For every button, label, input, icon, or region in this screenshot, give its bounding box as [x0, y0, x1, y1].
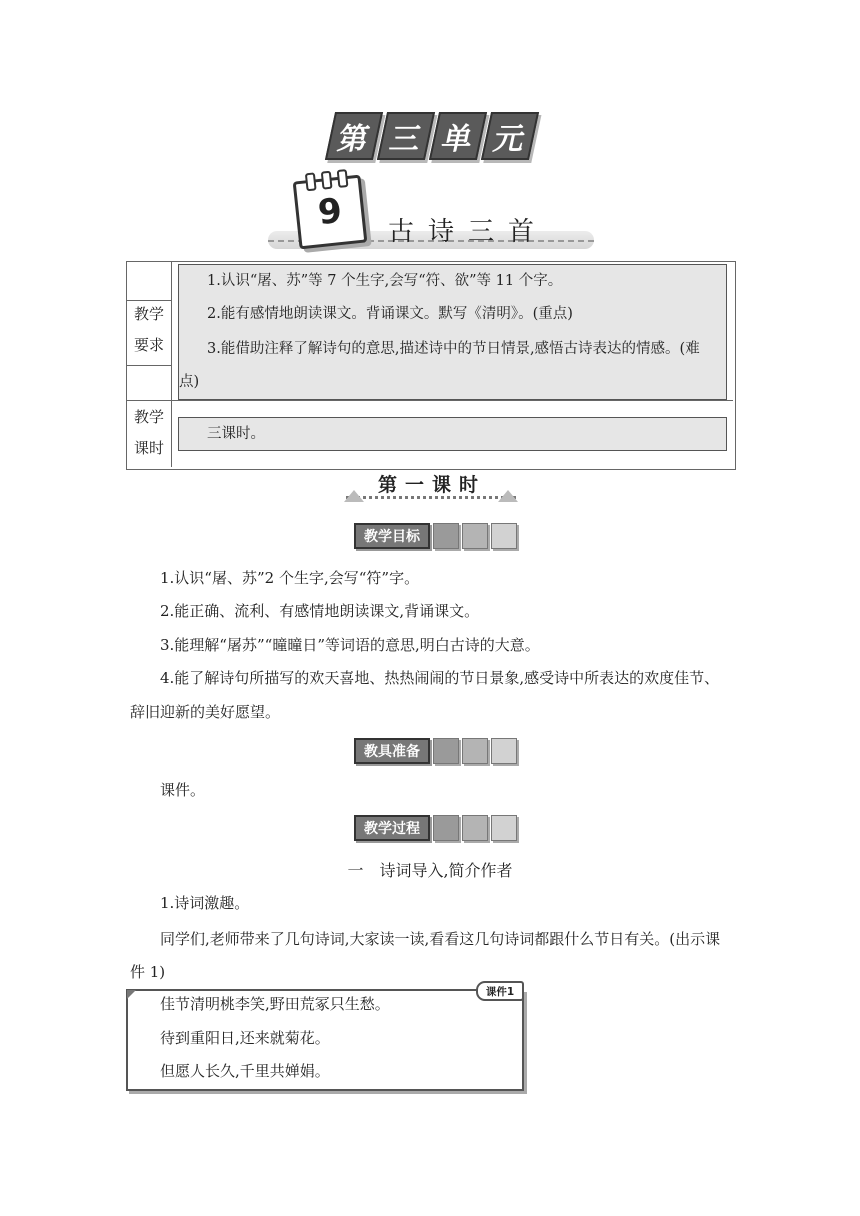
process-heading: 一 诗词导入,简介作者: [347, 861, 513, 880]
poem-line: 佳节清明桃李笑,野田荒冢只生愁。: [160, 995, 390, 1013]
unit-title-char: 单: [429, 112, 487, 160]
objective-item: 辞旧迎新的美好愿望。: [130, 703, 281, 721]
section-ornament: [498, 490, 518, 502]
unit-title-char: 元: [481, 112, 539, 160]
materials-tag: 教具准备: [354, 738, 517, 764]
calendar-icon: [293, 175, 368, 250]
poem-line: 但愿人长久,千里共婵娟。: [160, 1062, 330, 1080]
objectives-tag: 教学目标: [354, 523, 517, 549]
objective-item: 2.能正确、流利、有感情地朗读课文,背诵课文。: [160, 602, 480, 620]
unit-title: [330, 112, 534, 160]
requirement-line: 2.能有感情地朗读课文。背诵课文。默写《清明》。(重点): [207, 306, 573, 322]
poem-line: 待到重阳日,还来就菊花。: [160, 1029, 330, 1047]
unit-title-char: 第: [325, 112, 383, 160]
requirements-label: 教学 要求: [133, 305, 164, 354]
process-step: 1.诗词激趣。: [160, 894, 250, 912]
section-title: 第一课时: [378, 474, 487, 496]
objective-item: 3.能理解“屠苏”“曈曈日”等词语的意思,明白古诗的大意。: [160, 636, 540, 654]
section-ornament: [344, 490, 364, 502]
requirement-line: 1.认识“屠、苏”等 7 个生字,会写“符、欲”等 11 个字。: [207, 273, 563, 289]
hours-value: 三课时。: [207, 426, 265, 442]
requirements-table: [126, 261, 736, 470]
objective-item: 1.认识“屠、苏”2 个生字,会写“符”字。: [160, 569, 420, 587]
lesson-title: 古诗三首: [388, 217, 549, 247]
materials-text: 课件。: [160, 781, 206, 799]
lesson-number: 9: [316, 190, 344, 234]
hours-label: 教学 课时: [133, 408, 164, 457]
process-tag: 教学过程: [354, 815, 517, 841]
process-paragraph: 件 1): [130, 963, 166, 981]
objective-item: 4.能了解诗句所描写的欢天喜地、热热闹闹的节日景象,感受诗中所表达的欢度佳节、: [160, 669, 720, 687]
section-divider: [346, 496, 516, 499]
courseware-tag: 课件1: [476, 981, 524, 1001]
courseware-corner: [127, 990, 136, 999]
requirement-line: 3.能借助注释了解诗句的意思,描述诗中的节日情景,感悟古诗表达的情感。(难: [207, 341, 700, 357]
process-paragraph: 同学们,老师带来了几句诗词,大家读一读,看看这几句诗词都跟什么节日有关。(出示课: [160, 930, 721, 948]
requirement-line: 点): [179, 374, 200, 390]
unit-title-char: 三: [377, 112, 435, 160]
